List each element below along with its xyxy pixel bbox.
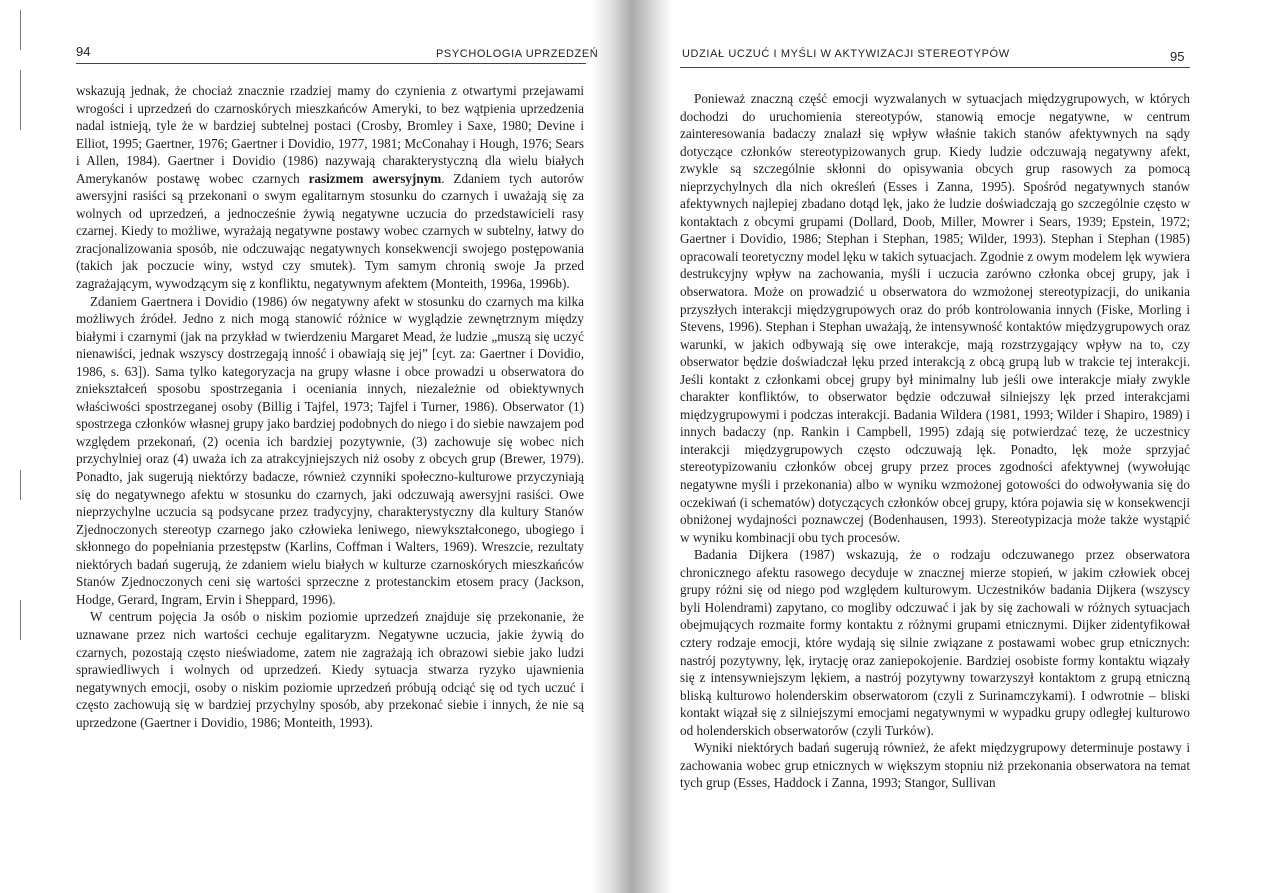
- paragraph: Zdaniem Gaertnera i Dovidio (1986) ów negatywny afekt w stosunku do czarnych ma kilka możliwych źródeł. Jedno z nich mogą stanowić różnice w wyglądzie zewnętrznym między białymi i czarnymi (jak na przykład w twierdzeniu Margaret Mead, że ludzie „muszą się uczyć nienawiści, jednak wszyscy dostrzegają inność i obawiają się jej” [cyt. za: Gaertner i Dovidio, 1986, s. 63]). Sama tylko kategoryzacja na grupy własne i obce prowadzi u obserwatora do zniekształceń sposobu spostrzegania i oceniania innych, niezależnie od obiektywnych właściwości spostrzeganej osoby (Billig i Tajfel, 1973; Tajfel i Turner, 1986). Obserwator (1) spostrzega członków własnej grupy jako bardziej podobnych do niego i do siebie nawzajem pod względem przekonań, (2) ocenia ich bardziej pozytywnie, (3) zachowuje się wobec nich przychylniej oraz (4) uważa ich za atrakcyjniejszych niż osoby z obcych grup (Brewer, 1979). Ponadto, jak sugerują niektórzy badacze, również czynniki społeczno-kulturowe przyczyniają się do negatywnego afektu w stosunku do czarnych, jaki odczuwają awersyjni rasiści. Owe nieprzychylne uczucia są podsycane przez tradycyjny, charakterystyczny dla kultury Stanów Zjednoczonych stereotyp czarnego jako człowieka leniwego, niewykształconego, ubogiego i skłonnego do popełniania przestępstw (Karlins, Coffman i Walters, 1969). Wreszcie, rezultaty niektórych badań sugerują, że zdaniem wielu białych w kulturze czarnoskórych mieszkańców Stanów Zjednoczonych ceni się wartości sprzeczne z protestanckim etosem pracy (Jackson, Hodge, Gerard, Ingram, Ervin i Sheppard, 1996).: [76, 293, 584, 607]
- right-page: [650, 0, 1264, 893]
- right-body-text: [680, 90, 1190, 792]
- paragraph: Wyniki niektórych badań sugerują również, że afekt międzygrupowy determinuje postawy i zachowania wobec grup etnicznych w większym stopniu niż przekonania obserwatora na temat tych grup (Esses, Haddock i Zanna, 1993; Stangor, Sullivan: [680, 740, 1190, 791]
- paragraph: wskazują jednak, że chociaż znacznie rzadziej mamy do czynienia z otwartymi przejawami wrogości i uprzedzeń do czarnoskórych mieszkańców Ameryki, to bez wątpienia uprzedzenia nadal istnieją, tyle że w bardziej subtelnej postaci (Crosby, Bromley i Saxe, 1980; Devine i Elliot, 1995; Gaertner, 1976; Gaertner i Dovidio, 1977, 1981; McConahay i Hough, 1976; Sears i Allen, 1984). Gaertner i Dovidio (1986) nazywają charakterystyczną dla wielu białych Amerykanów postawę wobec czarnych rasizmem awersyjnym. Zdaniem tych autorów awersyjni rasiści są przekonani o swym egalitarnym stosunku do czarnych i uważają się za wolnych od uprzedzeń, a jednocześnie żywią negatywne uczucia do przedstawicieli rasy czarnej. Kiedy to możliwe, wyrażają negatywne postawy wobec czarnych w subtelny, łatwy do zracjonalizowania sposób, nie odczuwając negatywnych konsekwencji swojego postępowania (takich jak poczucie winy, wstyd czy smutek). Tym samym chronią swoje Ja przed zagrażającym, wywodzącym się z konfliktu, negatywnym afektem (Monteith, 1996a, 1996b).: [76, 83, 584, 292]
- paragraph: Ponieważ znaczną część emocji wyzwalanych w sytuacjach międzygrupowych, w których dochodzi do uruchomienia stereotypów, stanowią emocje negatywne, w centrum zainteresowania badaczy znalazł się wpływ właśnie takich stanów afektywnych na sądy dotyczące członków stereotypizowanych grup. Kiedy ludzie odczuwają negatywny afekt, zwykle są szczególnie skłonni do opisywania obcych grup rasowych za pomocą nieprzychylnych dla nich określeń (Esses i Zanna, 1995). Spośród negatywnych stanów afektywnych najlepiej zbadano dotąd lęk, jako że ludzie doświadczają go szczególnie często w kontaktach z obcymi grupami (Dollard, Doob, Miller, Mowrer i Sears, 1939; Epstein, 1972; Gaertner i Dovidio, 1986; Stephan i Stephan, 1985; Wilder, 1993). Stephan i Stephan (1985) opracowali teoretyczny model lęku w takich sytuacjach. Zgodnie z owym modelem lęk wywiera destrukcyjny wpływ na zachowania, myśli i uczucia zarówno członka obcej grupy, jak i obserwatora. Może on prowadzić u obserwatora do wzmożonej stereotypizacji, do unikania przyszłych interakcji międzygrupowych oraz do prób kontrolowania innych (Fiske, Morling i Stevens, 1996). Stephan i Stephan uważają, że intensywność kontaktów międzygrupowych oraz warunki, w jakich odbywają się owe interakcje, mają rozstrzygający wpływ na to, czy obserwator będzie doświadczał lęku przed interakcją z obcą grupą lub w trakcie tej interakcji. Jeśli kontakt z członkami obcej grupy był minimalny lub jeśli owe interakcje miały zwykle charakter konfliktów, to obserwator będzie odczuwał silniejszy lęk przed interakcjami międzygrupowymi i podczas interakcji. Badania Wildera (1981, 1993; Wilder i Shapiro, 1989) i innych badaczy (np. Rankin i Campbell, 1995) zdają się potwierdzać tezę, że uczestnicy interakcji międzygrupowych często odczuwają lęk. Ponadto, lęk może sprzyjać stereotypizowaniu członków obcej grupy przez proces zgodności afektywnej (wywołując negatywne myśli i przekonania) albo w wyniku wzmożonej gotowości do odwoływania się do oczekiwań (i schematów) dotyczących członków obcej grupy, która pojawia się w konsekwencji obniżonej wydajności poznawczej (Bodenhausen, 1993). Stereotypizacja może także wystąpić w wyniku kombinacji obu tych procesów.: [680, 91, 1190, 545]
- right-header-rule: [680, 67, 1190, 68]
- left-header-rule: [76, 63, 586, 64]
- right-page-number: 95: [1170, 49, 1185, 64]
- left-page: [0, 0, 610, 893]
- left-running-header: PSYCHOLOGIA UPRZEDZEŃ: [436, 48, 599, 60]
- left-page-number: 94: [76, 44, 91, 59]
- left-body-text: [76, 82, 584, 731]
- paragraph: Badania Dijkera (1987) wskazują, że o rodzaju odczuwanego przez obserwatora chronicznego afektu rasowego decyduje w znacznej mierze stopień, w jakim człowiek obcej grupy różni się od niego pod względem kulturowym. Uczestników badania Dijkera (wszyscy byli Holendrami) zapytano, co mogliby odczuwać i jak by się zachowali w różnych sytuacjach obejmujących rozmaite formy kontaktu z różnymi grupami etnicznymi. Dijker zidentyfikował cztery rodzaje emocji, które wydają się silnie związane z postawami wobec grup etnicznych: nastrój pozytywny, lęk, irytację oraz zaniepokojenie. Bardziej osobiste formy kontaktu wiązały się z intensywniejszym lękiem, a nastrój pozytywny towarzyszył kontaktom z grupą etniczną bliską kulturowo holenderskim obserwatorom (czyli z Surinamczykami). I odwrotnie – bliski kontakt wiązał się z silniejszymi emocjami negatywnymi w wypadku grupy odległej kulturowo od holenderskich obserwatorów (czyli Turków).: [680, 547, 1190, 738]
- right-running-header: UDZIAŁ UCZUĆ I MYŚLI W AKTYWIZACJI STEREOTYPÓW: [682, 48, 1010, 60]
- paragraph: W centrum pojęcia Ja osób o niskim poziomie uprzedzeń znajduje się przekonanie, że uznawane przez nich wartości cechuje egalitaryzm. Negatywne uczucia, jakie żywią do czarnych, pozostają często nieświadome, zatem nie zagrażają ich obrazowi siebie jako ludzi sprawiedliwych i wolnych od uprzedzeń. Kiedy sytuacja stwarza ryzyko ujawnienia negatywnych emocji, osoby o niskim poziomie uprzedzeń próbują odciąć się od tych uczuć i często zachowują się w bardziej przychylny sposób, aby przekonać siebie i innych, że nie są uprzedzone (Gaertner i Dovidio, 1986; Monteith, 1993).: [76, 609, 584, 730]
- bold-term: rasizmem awersyjnym: [308, 170, 442, 186]
